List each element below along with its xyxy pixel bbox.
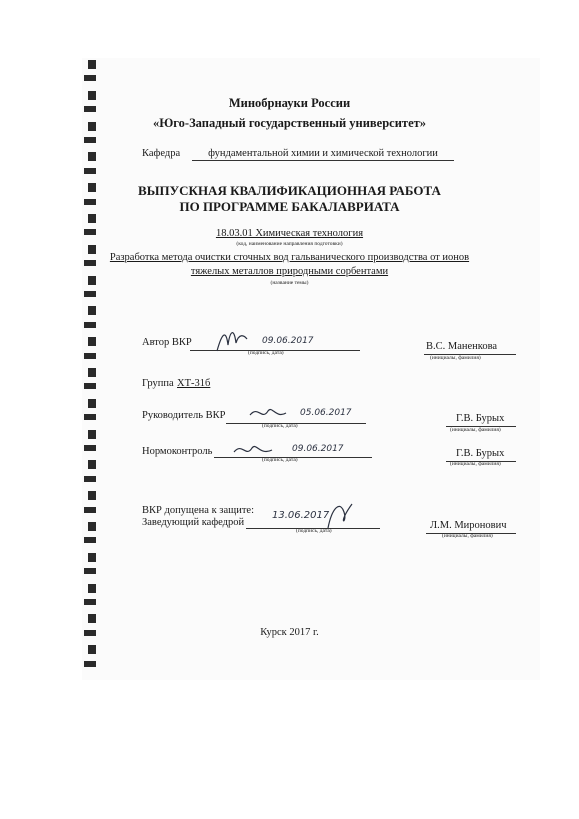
group-label: Группа <box>142 378 174 389</box>
head-signature-date: 13.06.2017 <box>272 510 330 521</box>
binding-tab <box>88 399 96 408</box>
head-signature-mark <box>322 498 356 532</box>
binding-tab <box>84 322 96 328</box>
head-name: Л.М. Миронович <box>430 520 507 531</box>
binding-tab <box>84 568 96 574</box>
supervisor-name-caption: (инициалы, фамилия) <box>450 427 501 433</box>
normcontrol-name: Г.В. Бурых <box>456 448 505 459</box>
binding-tab <box>84 383 96 389</box>
binding-tab <box>84 414 96 420</box>
binding-tab <box>88 60 96 69</box>
binding-tab <box>84 291 96 297</box>
binding-tab <box>84 537 96 543</box>
specialty-value: 18.03.01 Химическая технология <box>215 228 364 239</box>
binding-tab <box>88 491 96 500</box>
author-sig-caption: (подпись, дата) <box>248 350 284 356</box>
department-name: фундаментальной химии и химической технологии <box>192 148 454 161</box>
author-signature-date: 09.06.2017 <box>262 336 314 346</box>
supervisor-name: Г.В. Бурых <box>456 413 505 424</box>
supervisor-signature-date: 05.06.2017 <box>300 408 352 418</box>
department-label: Кафедра <box>142 148 181 159</box>
supervisor-sig-caption: (подпись, дата) <box>262 423 298 429</box>
head-sig-caption: (подпись, дата) <box>296 528 332 534</box>
binding-tab <box>84 445 96 451</box>
binding-tab <box>88 460 96 469</box>
binding-tab <box>84 476 96 482</box>
binding-tab <box>88 553 96 562</box>
specialty-caption: (код, наименование направления подготовки) <box>236 241 343 247</box>
binding-tab <box>88 614 96 623</box>
author-name: В.С. Маненкова <box>426 341 498 352</box>
binding-tab <box>84 661 96 667</box>
binding-tab <box>88 645 96 654</box>
binding-tab <box>84 75 96 81</box>
university-heading: «Юго-Западный государственный университет» <box>152 116 427 130</box>
binding-tab <box>88 337 96 346</box>
author-signature-mark <box>214 325 250 355</box>
binding-tab <box>88 368 96 377</box>
group-value: ХТ-31б <box>177 378 211 389</box>
binding-tab <box>88 152 96 161</box>
document-title-line1: ВЫПУСКНАЯ КВАЛИФИКАЦИОННАЯ РАБОТА <box>138 183 441 198</box>
binding-tab <box>88 214 96 223</box>
city-year: Курск 2017 г. <box>260 627 319 638</box>
binding-tab <box>88 430 96 439</box>
binding-tab <box>84 507 96 513</box>
normcontrol-signature-date: 09.06.2017 <box>292 444 344 454</box>
author-name-caption: (инициалы, фамилия) <box>430 355 481 361</box>
binding-tab <box>84 168 96 174</box>
head-name-caption: (инициалы, фамилия) <box>442 533 493 539</box>
supervisor-label: Руководитель ВКР <box>142 410 226 421</box>
ministry-heading: Минобрнауки России <box>228 96 351 110</box>
binding-tab <box>88 584 96 593</box>
binding-tab <box>88 306 96 315</box>
normcontrol-sig-caption: (подпись, дата) <box>262 457 298 463</box>
topic-caption: (название темы) <box>270 280 309 286</box>
binding-tab <box>84 599 96 605</box>
binding-tab <box>84 137 96 143</box>
topic-line1: Разработка метода очистки сточных вод гальванического производства от ионов <box>109 252 470 263</box>
binding-tab <box>88 522 96 531</box>
normcontrol-label: Нормоконтроль <box>142 446 213 457</box>
binding-tab <box>84 353 96 359</box>
topic-line2: тяжелых металлов природными сорбентами <box>190 266 389 277</box>
document-title-line2: ПО ПРОГРАММЕ БАКАЛАВРИАТА <box>179 199 400 214</box>
normcontrol-name-caption: (инициалы, фамилия) <box>450 461 501 467</box>
admission-label: ВКР допущена к защите: <box>142 505 254 516</box>
spiral-binding <box>84 60 100 676</box>
head-label: Заведующий кафедрой <box>142 517 245 528</box>
author-label: Автор ВКР <box>142 337 192 348</box>
